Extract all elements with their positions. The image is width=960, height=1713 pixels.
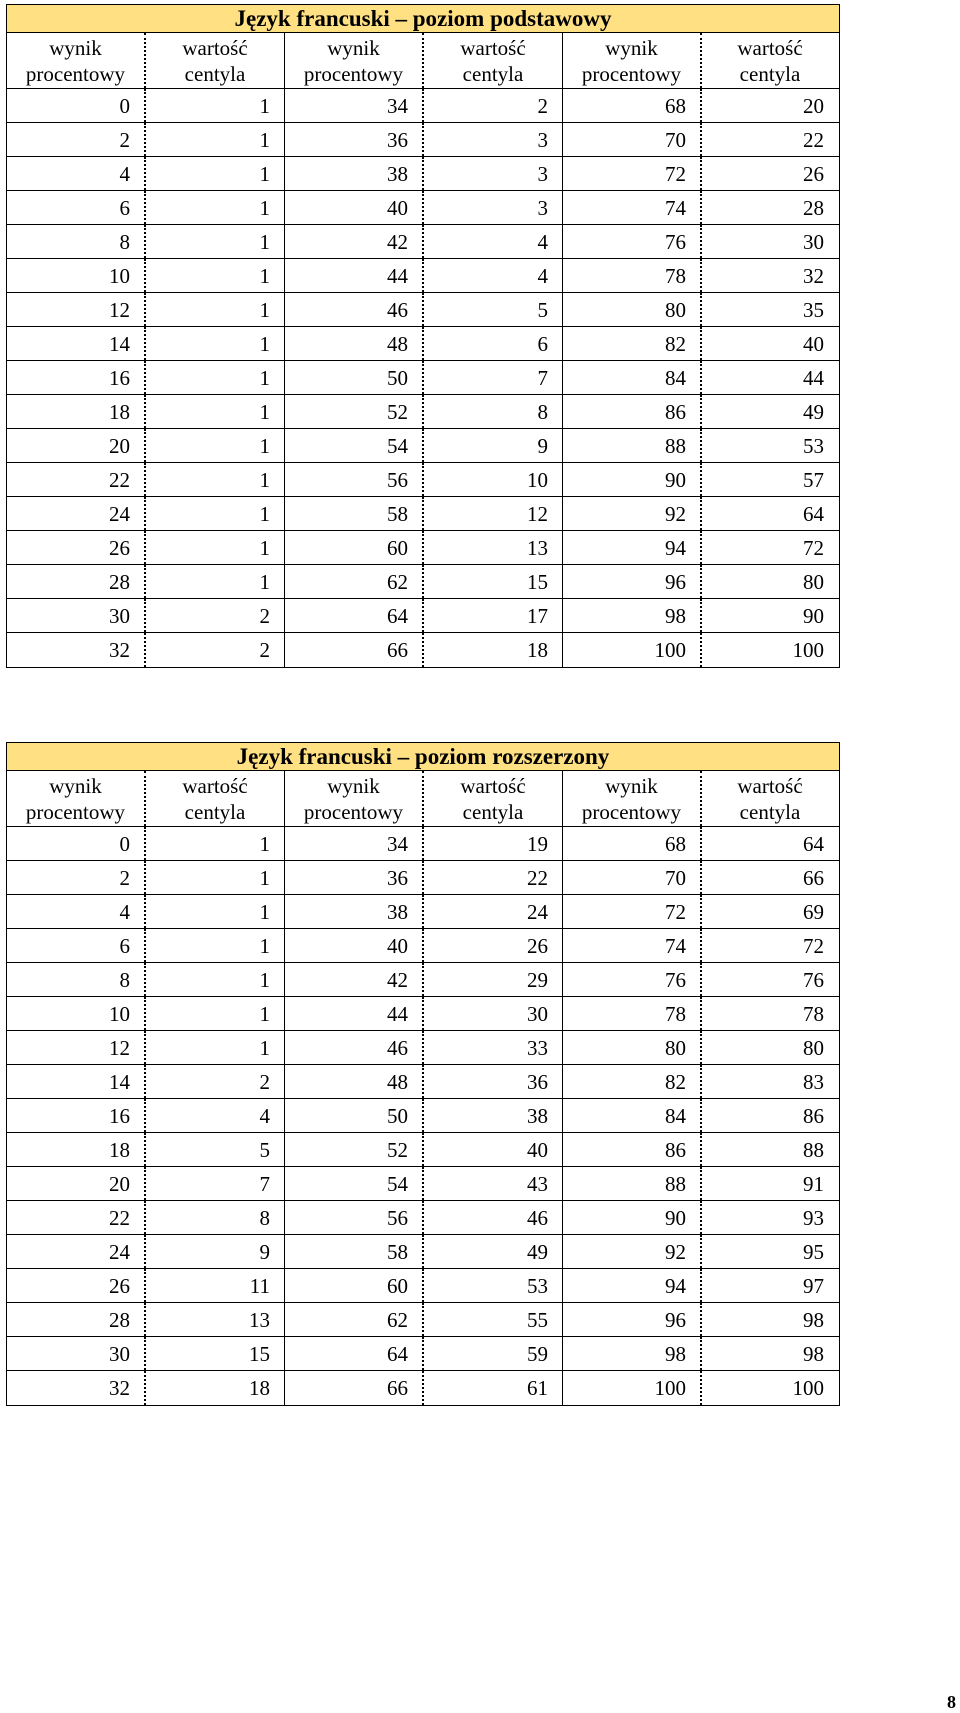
table-row: [7, 157, 839, 191]
table-cell: 44: [285, 259, 424, 292]
table-cell: 98: [803, 1308, 824, 1332]
table-cell: 36: [285, 861, 424, 894]
table-cell: 72: [803, 536, 824, 560]
table-cell: 2: [146, 599, 285, 632]
table-cell: 46: [424, 1201, 563, 1234]
table-cell: 64: [803, 502, 824, 526]
table-cell: 76: [803, 968, 824, 992]
table-cell: 64: [285, 599, 424, 632]
table-cell: 53: [803, 434, 824, 458]
table-cell: 36: [285, 123, 424, 156]
table-cell: 32: [803, 264, 824, 288]
table-cell: 28: [7, 1303, 146, 1336]
table-cell: 61: [424, 1371, 563, 1405]
table-cell: 34: [285, 89, 424, 122]
table-body: [7, 89, 839, 667]
column-header: wartość centyla: [146, 33, 285, 88]
table-cell: 24: [424, 895, 563, 928]
table-cell: 92: [563, 1235, 702, 1268]
table-cell: 2: [424, 89, 563, 122]
table-cell: 16: [7, 361, 146, 394]
column-header: wartość centyla: [737, 774, 803, 824]
table-cell: 26: [7, 1269, 146, 1302]
table-row: [7, 293, 839, 327]
table-cell: 48: [285, 1065, 424, 1098]
table-cell: 100: [563, 1371, 702, 1405]
table-cell: 66: [285, 1371, 424, 1405]
table-cell: 16: [7, 1099, 146, 1132]
table-cell: 1: [146, 463, 285, 496]
column-header: wynik procentowy: [563, 771, 702, 826]
table-cell: 97: [803, 1274, 824, 1298]
table-cell: 88: [803, 1138, 824, 1162]
table-cell: 55: [424, 1303, 563, 1336]
table-cell: 66: [285, 633, 424, 667]
table-cell: 56: [285, 463, 424, 496]
table-cell: 1: [146, 565, 285, 598]
table-cell: 38: [424, 1099, 563, 1132]
table-cell: 52: [285, 395, 424, 428]
table-cell: 88: [563, 429, 702, 462]
table-cell: 96: [563, 1303, 702, 1336]
table-row: [7, 361, 839, 395]
table-cell: 44: [803, 366, 824, 390]
table-cell: 34: [285, 827, 424, 860]
table-cell: 33: [424, 1031, 563, 1064]
table-title-text: Język francuski – poziom podstawowy: [234, 6, 612, 31]
table-cell: 40: [803, 332, 824, 356]
table-cell: 90: [563, 463, 702, 496]
table-cell: 84: [563, 361, 702, 394]
table-cell: 1: [146, 259, 285, 292]
table-cell: 24: [7, 1235, 146, 1268]
table-cell: 98: [803, 1342, 824, 1366]
table-cell: 70: [563, 123, 702, 156]
table-cell: 4: [424, 259, 563, 292]
table-cell: 2: [7, 861, 146, 894]
table-cell: 1: [146, 929, 285, 962]
table-cell: 18: [424, 633, 563, 667]
table-cell: 54: [285, 429, 424, 462]
table-cell: 98: [563, 599, 702, 632]
table-cell: 1: [146, 827, 285, 860]
table-cell: 80: [803, 1036, 824, 1060]
table-row: [7, 861, 839, 895]
table-cell: 8: [7, 963, 146, 996]
table-cell: 68: [563, 89, 702, 122]
table-cell: 49: [803, 400, 824, 424]
table-cell: 18: [7, 395, 146, 428]
table-cell: 86: [563, 1133, 702, 1166]
table-row: [7, 895, 839, 929]
table-cell: 68: [563, 827, 702, 860]
table-title: [7, 743, 839, 771]
table-cell: 1: [146, 895, 285, 928]
table-cell: 7: [424, 361, 563, 394]
table-cell: 9: [424, 429, 563, 462]
table-cell: 58: [285, 1235, 424, 1268]
table-cell: 15: [146, 1337, 285, 1370]
table-row: [7, 565, 839, 599]
table-cell: 52: [285, 1133, 424, 1166]
table-cell: 4: [7, 157, 146, 190]
table-cell: 10: [424, 463, 563, 496]
table-title: [7, 5, 839, 33]
column-header: wynik procentowy: [7, 33, 146, 88]
table-cell: 57: [803, 468, 824, 492]
table-cell: 72: [803, 934, 824, 958]
table-cell: 10: [7, 997, 146, 1030]
table-cell: 18: [7, 1133, 146, 1166]
table-cell: 28: [803, 196, 824, 220]
table-cell: 1: [146, 225, 285, 258]
table-cell: 4: [7, 895, 146, 928]
table-cell: 78: [563, 997, 702, 1030]
table-cell: 96: [563, 565, 702, 598]
table-cell: 46: [285, 1031, 424, 1064]
table-cell: 30: [803, 230, 824, 254]
column-header: wartość centyla: [424, 771, 563, 826]
table-cell: 60: [285, 1269, 424, 1302]
table-cell: 2: [146, 1065, 285, 1098]
table-cell: 56: [285, 1201, 424, 1234]
table-row: [7, 463, 839, 497]
table-cell: 46: [285, 293, 424, 326]
table-cell: 94: [563, 1269, 702, 1302]
table-cell: 9: [146, 1235, 285, 1268]
table-title-text: Język francuski – poziom rozszerzony: [236, 744, 610, 769]
table-cell: 19: [424, 827, 563, 860]
table-cell: 4: [424, 225, 563, 258]
table-cell: 32: [7, 1371, 146, 1405]
table-cell: 62: [285, 1303, 424, 1336]
table-cell: 1: [146, 997, 285, 1030]
table-cell: 1: [146, 157, 285, 190]
table-row: [7, 225, 839, 259]
table-cell: 86: [803, 1104, 824, 1128]
table-cell: 15: [424, 565, 563, 598]
table-cell: 90: [563, 1201, 702, 1234]
column-header: wynik procentowy: [7, 771, 146, 826]
table-row: [7, 929, 839, 963]
table-cell: 80: [803, 570, 824, 594]
table-cell: 2: [7, 123, 146, 156]
table-cell: 5: [146, 1133, 285, 1166]
table-row: [7, 599, 839, 633]
table-row: [7, 327, 839, 361]
table-cell: 54: [285, 1167, 424, 1200]
table-cell: 18: [146, 1371, 285, 1405]
table-cell: 12: [7, 293, 146, 326]
table-cell: 40: [285, 929, 424, 962]
table-row: [7, 497, 839, 531]
table-cell: 58: [285, 497, 424, 530]
table-row: [7, 429, 839, 463]
table-row: [7, 1099, 839, 1133]
table-cell: 1: [146, 123, 285, 156]
table-cell: 22: [803, 128, 824, 152]
column-header: wartość centyla: [737, 36, 803, 86]
table-row: [7, 1133, 839, 1167]
table-row: [7, 1065, 839, 1099]
table-cell: 1: [146, 361, 285, 394]
table-cell: 64: [285, 1337, 424, 1370]
table-row: [7, 89, 839, 123]
table-row: [7, 963, 839, 997]
table-row: [7, 997, 839, 1031]
table-cell: 53: [424, 1269, 563, 1302]
table-cell: 49: [424, 1235, 563, 1268]
table-cell: 1: [146, 1031, 285, 1064]
table-cell: 74: [563, 929, 702, 962]
table-cell: 6: [7, 929, 146, 962]
table-cell: 12: [424, 497, 563, 530]
table-cell: 17: [424, 599, 563, 632]
table-cell: 20: [7, 429, 146, 462]
table-cell: 72: [563, 895, 702, 928]
table-cell: 64: [803, 832, 824, 856]
table-cell: 1: [146, 293, 285, 326]
table-cell: 32: [7, 633, 146, 667]
table-cell: 80: [563, 1031, 702, 1064]
column-header: wartość centyla: [424, 33, 563, 88]
table-row: [7, 1269, 839, 1303]
table-row: [7, 633, 839, 667]
table-cell: 90: [803, 604, 824, 628]
table-cell: 3: [424, 191, 563, 224]
table-cell: 76: [563, 225, 702, 258]
header-row: [7, 33, 839, 89]
table-cell: 38: [285, 895, 424, 928]
page-number: 8: [947, 1692, 956, 1712]
table-cell: 14: [7, 327, 146, 360]
table-cell: 30: [424, 997, 563, 1030]
column-header: wartość centyla: [146, 771, 285, 826]
table-row: [7, 1167, 839, 1201]
table-row: [7, 1303, 839, 1337]
table-cell: 92: [563, 497, 702, 530]
header-row: [7, 771, 839, 827]
table-cell: 8: [146, 1201, 285, 1234]
table-cell: 69: [803, 900, 824, 924]
table-cell: 82: [563, 1065, 702, 1098]
table-cell: 94: [563, 531, 702, 564]
table-cell: 3: [424, 157, 563, 190]
table-cell: 26: [803, 162, 824, 186]
table-cell: 48: [285, 327, 424, 360]
table-cell: 60: [285, 531, 424, 564]
table-body: [7, 827, 839, 1405]
table-cell: 3: [424, 123, 563, 156]
table-cell: 42: [285, 963, 424, 996]
table-cell: 30: [7, 599, 146, 632]
table-cell: 1: [146, 89, 285, 122]
table-cell: 88: [563, 1167, 702, 1200]
table-row: [7, 827, 839, 861]
table-cell: 50: [285, 361, 424, 394]
table-cell: 8: [7, 225, 146, 258]
table-cell: 95: [803, 1240, 824, 1264]
table-cell: 7: [146, 1167, 285, 1200]
table-cell: 1: [146, 497, 285, 530]
table-row: [7, 259, 839, 293]
table-cell: 59: [424, 1337, 563, 1370]
table-cell: 1: [146, 861, 285, 894]
table-cell: 74: [563, 191, 702, 224]
table-cell: 70: [563, 861, 702, 894]
table-cell: 40: [285, 191, 424, 224]
table-cell: 13: [424, 531, 563, 564]
table-cell: 42: [285, 225, 424, 258]
table-cell: 62: [285, 565, 424, 598]
table-cell: 100: [792, 638, 824, 662]
table-cell: 29: [424, 963, 563, 996]
table-cell: 10: [7, 259, 146, 292]
table-cell: 11: [146, 1269, 285, 1302]
column-header: wynik procentowy: [285, 771, 424, 826]
table-cell: 82: [563, 327, 702, 360]
table-cell: 86: [563, 395, 702, 428]
table-cell: 20: [7, 1167, 146, 1200]
table-cell: 26: [424, 929, 563, 962]
table-cell: 4: [146, 1099, 285, 1132]
table-cell: 8: [424, 395, 563, 428]
table-cell: 93: [803, 1206, 824, 1230]
table-cell: 76: [563, 963, 702, 996]
table-row: [7, 1201, 839, 1235]
column-header: wynik procentowy: [285, 33, 424, 88]
table-cell: 20: [803, 94, 824, 118]
table-row: [7, 123, 839, 157]
table-cell: 1: [146, 327, 285, 360]
table-cell: 22: [7, 1201, 146, 1234]
table-cell: 0: [7, 827, 146, 860]
table-cell: 0: [7, 89, 146, 122]
table-cell: 1: [146, 963, 285, 996]
table-cell: 83: [803, 1070, 824, 1094]
table-cell: 78: [803, 1002, 824, 1026]
table-cell: 44: [285, 997, 424, 1030]
table-cell: 13: [146, 1303, 285, 1336]
table-cell: 38: [285, 157, 424, 190]
table-row: [7, 191, 839, 225]
table-cell: 78: [563, 259, 702, 292]
table-cell: 100: [792, 1376, 824, 1400]
table-row: [7, 531, 839, 565]
table-cell: 80: [563, 293, 702, 326]
table-row: [7, 1371, 839, 1405]
table-cell: 1: [146, 395, 285, 428]
table-cell: 91: [803, 1172, 824, 1196]
table-cell: 98: [563, 1337, 702, 1370]
table-cell: 2: [146, 633, 285, 667]
table-cell: 22: [7, 463, 146, 496]
table-cell: 40: [424, 1133, 563, 1166]
table-row: [7, 395, 839, 429]
table-row: [7, 1337, 839, 1371]
table-cell: 30: [7, 1337, 146, 1370]
percentile-table-basic: [6, 4, 840, 668]
table-cell: 1: [146, 191, 285, 224]
table-cell: 72: [563, 157, 702, 190]
table-cell: 24: [7, 497, 146, 530]
table-cell: 14: [7, 1065, 146, 1098]
table-cell: 12: [7, 1031, 146, 1064]
table-cell: 6: [7, 191, 146, 224]
table-cell: 100: [563, 633, 702, 667]
table-cell: 26: [7, 531, 146, 564]
table-cell: 84: [563, 1099, 702, 1132]
table-cell: 50: [285, 1099, 424, 1132]
table-cell: 66: [803, 866, 824, 890]
table-cell: 1: [146, 429, 285, 462]
column-header: wynik procentowy: [563, 33, 702, 88]
percentile-table-extended: [6, 742, 840, 1406]
table-cell: 28: [7, 565, 146, 598]
table-cell: 1: [146, 531, 285, 564]
table-cell: 22: [424, 861, 563, 894]
table-cell: 6: [424, 327, 563, 360]
table-cell: 5: [424, 293, 563, 326]
table-row: [7, 1235, 839, 1269]
table-cell: 43: [424, 1167, 563, 1200]
table-cell: 36: [424, 1065, 563, 1098]
table-row: [7, 1031, 839, 1065]
table-cell: 35: [803, 298, 824, 322]
